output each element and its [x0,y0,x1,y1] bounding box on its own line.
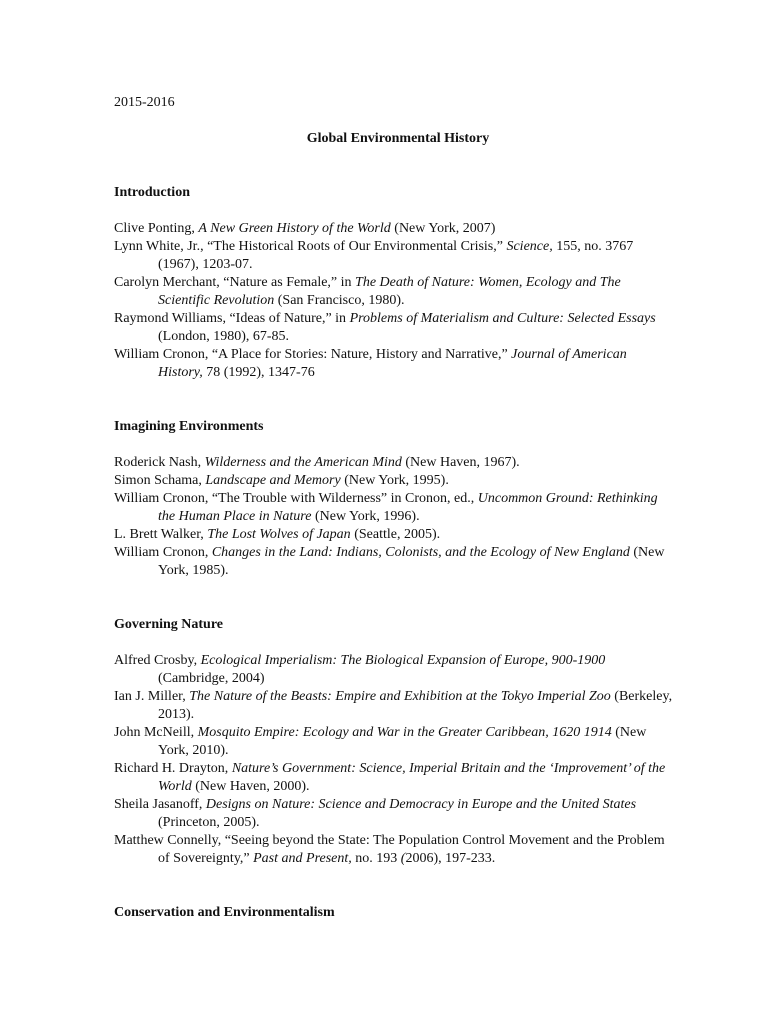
entry-text: (San Francisco, 1980). [274,293,405,308]
entry-text: (New York, 2007) [390,221,496,236]
bibliography-entry [114,796,674,832]
document-page [114,94,674,958]
entry-text: (Berkeley, 2013). [158,689,673,722]
bibliography-entry [114,346,674,382]
document-year: 2015-2016 [114,95,175,110]
entry-text: (Princeton, 2005). [158,815,260,830]
entry-title-text: The Lost Wolves of Japan [207,527,351,542]
entry-text: (New York, 1996). [311,509,420,524]
reading-section [114,418,674,580]
entry-text: Sheila Jasanoff, [114,797,206,812]
entry-title-text: Uncommon Ground: Rethinking the Human Place in Nature [158,491,658,524]
entry-title-text: Wilderness and the American Mind [204,455,402,470]
entry-title-text: Science, [506,239,553,254]
bibliography-entry [114,220,674,238]
entry-title-text: Journal of American History, [158,347,627,380]
bibliography-entry [114,760,674,796]
entry-text: Simon Schama, [114,473,206,488]
entry-text: Alfred Crosby, [114,653,201,668]
entry-text: Lynn White, Jr., “The Historical Roots of Our Environmental Crisis,” [114,239,507,254]
reading-list [114,184,674,922]
bibliography-entry [114,310,674,346]
entry-text: (Seattle, 2005). [350,527,441,542]
bibliography-entry [114,724,674,760]
entry-text: (New York, 2010). [158,725,647,758]
bibliography-entry [114,472,674,490]
entry-text: (New York, 1985). [158,545,665,578]
entry-text: Ian J. Miller, [114,689,190,704]
entry-text: (Cambridge, 2004) [158,671,265,686]
entry-title-text: The Nature of the Beasts: Empire and Exhibition at the Tokyo Imperial Zoo [189,689,611,704]
entry-text: (New Haven, 2000). [191,779,310,794]
entry-title-text: Mosquito Empire: Ecology and War in the Greater Caribbean, 1620 1914 [197,725,612,740]
entry-text: (London, 1980), 67-85. [158,329,290,344]
entry-text: Carolyn Merchant, “Nature as Female,” in [114,275,356,290]
entry-text: William Cronon, “The Trouble with Wilderness” in Cronon, ed., [114,491,478,506]
entry-text: 78 (1992), 1347-76 [202,365,315,380]
bibliography-entry [114,274,674,310]
entry-title-text: Changes in the Land: Indians, Colonists, and the Ecology of New England [211,545,630,560]
entry-text: Raymond Williams, “Ideas of Nature,” in [114,311,350,326]
entry-text: no. 193 [351,851,401,866]
bibliography-entry [114,526,674,544]
entry-text: Matthew Connelly, “Seeing beyond the State: The Population Control Movement and the Problem of Sovereignty,” [114,833,665,866]
entry-text: L. Brett Walker, [114,527,208,542]
entry-title-text: Problems of Materialism and Culture: Selected Essays [349,311,656,326]
entry-title-text: Past and Present, [253,851,352,866]
entry-title-text: The Death of Nature: Women, Ecology and The Scientific Revolution [158,275,621,308]
entry-text: John McNeill, [114,725,198,740]
bibliography-entry [114,832,674,868]
reading-section [114,616,674,868]
bibliography-entry [114,490,674,526]
entry-title-text: Designs on Nature: Science and Democracy in Europe and the United States [205,797,637,812]
entry-text: Roderick Nash, [114,455,205,470]
entry-title-text: Ecological Imperialism: The Biological Expansion of Europe, 900-1900 [200,653,606,668]
entry-text: (New Haven, 1967). [401,455,520,470]
entry-title-text: Nature’s Government: Science, Imperial Britain and the ‘Improvement’ of the World [158,761,666,794]
section-heading: Introduction [114,185,190,200]
bibliography-entry [114,454,674,472]
bibliography-entry [114,238,674,274]
entry-text: William Cronon, [114,545,212,560]
entry-text: Clive Ponting, [114,221,199,236]
reading-section [114,184,674,382]
entry-title-text: ( [400,851,406,866]
bibliography-entry [114,652,674,688]
reading-section [114,904,674,922]
entry-title-text: Landscape and Memory [205,473,341,488]
entry-text: Richard H. Drayton, [114,761,232,776]
bibliography-entry [114,544,674,580]
entry-text: 2006), 197-233. [405,851,496,866]
section-heading: Imagining Environments [114,419,264,434]
section-heading: Conservation and Environmentalism [114,905,335,920]
bibliography-entry [114,688,674,724]
document-title: Global Environmental History [306,131,490,146]
entry-text: (New York, 1995). [340,473,449,488]
entry-title-text: A New Green History of the World [198,221,391,236]
entry-text: William Cronon, “A Place for Stories: Nature, History and Narrative,” [114,347,512,362]
entry-text: 155, no. 3767 (1967), 1203-07. [158,239,634,272]
section-heading: Governing Nature [114,617,224,632]
